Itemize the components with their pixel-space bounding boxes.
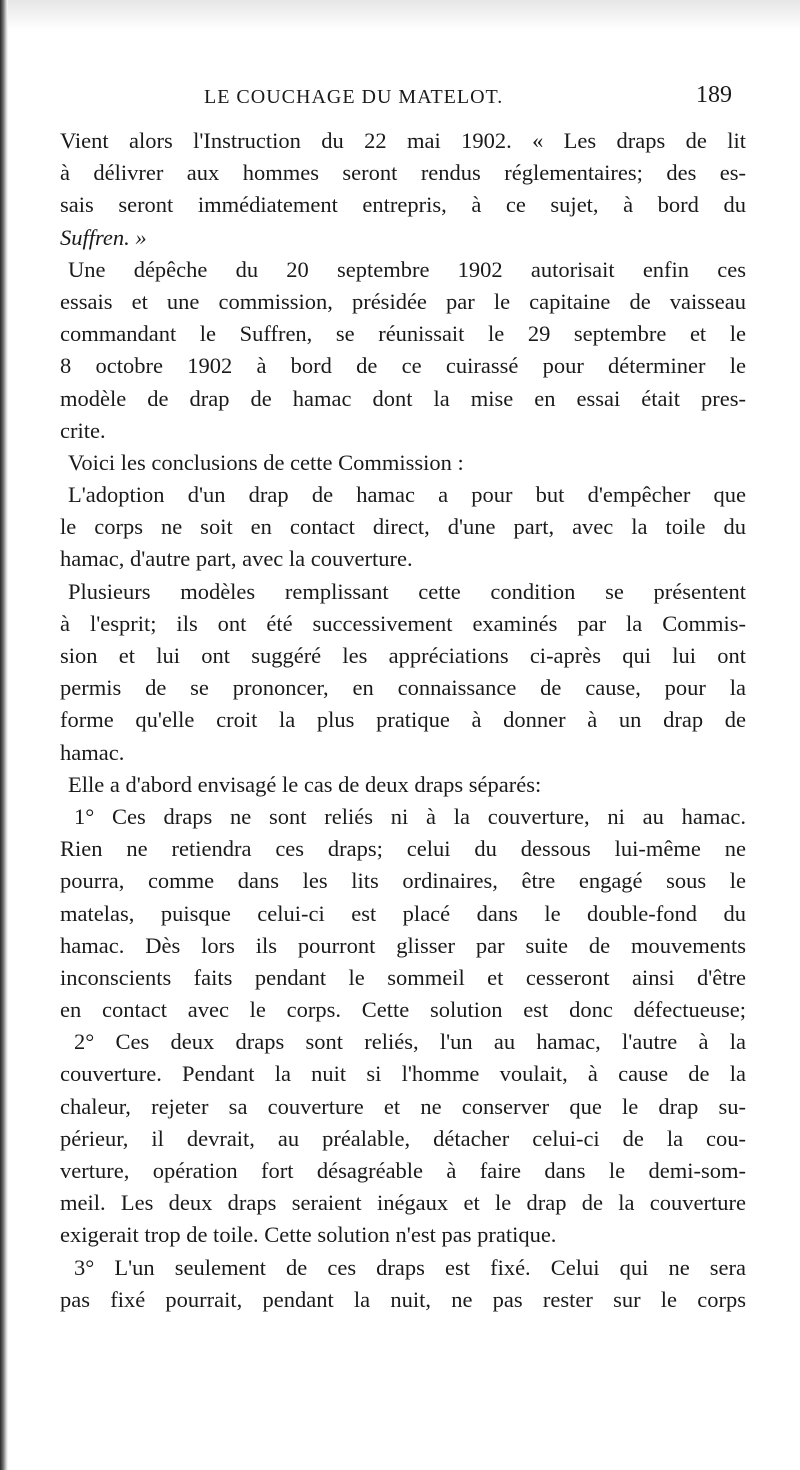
- body-text: [60, 125, 746, 1316]
- text-line: 3° L'un seulement de ces draps est fixé. Celui qui ne sera: [74, 1254, 746, 1280]
- text-line: couverture. Pendant la nuit si l'homme voulait, à cause de la: [60, 1061, 746, 1087]
- text-line: à l'esprit; ils ont été successivement examinés par la Commis-: [60, 610, 746, 636]
- text-line: inconscients faits pendant le sommeil et cesseront ainsi d'être: [60, 964, 746, 990]
- text-line: hamac, d'autre part, avec la couverture.: [60, 546, 413, 572]
- text-line: pourra, comme dans les lits ordinaires, être engagé sous le: [60, 868, 746, 894]
- text-line: permis de se prononcer, en connaissance de cause, pour la: [60, 675, 746, 701]
- text-line: 8 octobre 1902 à bord de ce cuirassé pour déterminer le: [60, 353, 746, 379]
- page-number: 189: [696, 82, 732, 108]
- text-line: périeur, il devrait, au préalable, détacher celui-ci de la cou-: [60, 1125, 746, 1151]
- text-line: Une dépêche du 20 septembre 1902 autorisait enfin ces: [68, 256, 746, 282]
- text-line: en contact avec le corps. Cette solution est donc défectueuse;: [60, 997, 746, 1023]
- text-line: Plusieurs modèles remplissant cette condition se présentent: [68, 578, 746, 604]
- text-line: Voici les conclusions de cette Commission :: [68, 449, 464, 475]
- text-line: exigerait trop de toile. Cette solution n'est pas pratique.: [60, 1222, 557, 1248]
- text-line: Rien ne retiendra ces draps; celui du dessous lui-même ne: [60, 836, 746, 862]
- text-line: sion et lui ont suggéré les appréciations ci-après qui lui ont: [60, 643, 746, 668]
- running-title: LE COUCHAGE DU MATELOT.: [204, 86, 504, 108]
- text-line: verture, opération fort désagréable à faire dans le demi-som-: [60, 1158, 746, 1183]
- text-line: essais et une commission, présidée par le capitaine de vaisseau: [60, 288, 746, 314]
- text-line: forme qu'elle croit la plus pratique à donner à un drap de: [60, 707, 746, 733]
- text-line: matelas, puisque celui-ci est placé dans le double-fond du: [60, 900, 746, 926]
- page-header: [64, 82, 740, 118]
- text-line: modèle de drap de hamac dont la mise en essai était pres-: [60, 385, 746, 411]
- text-line: Suffren. »: [60, 224, 147, 250]
- text-line: Elle a d'abord envisagé le cas de deux draps séparés:: [68, 771, 542, 797]
- text-line: 1° Ces draps ne sont reliés ni à la couverture, ni au hamac.: [74, 803, 746, 829]
- page-binding-edge: [0, 0, 8, 1470]
- text-line: Vient alors l'Instruction du 22 mai 1902. « Les draps de lit: [60, 128, 746, 153]
- text-line: meil. Les deux draps seraient inégaux et le drap de la couverture: [60, 1190, 746, 1216]
- text-line: pas fixé pourrait, pendant la nuit, ne pas rester sur le corps: [60, 1286, 746, 1312]
- text-line: hamac. Dès lors ils pourront glisser par suite de mouvements: [60, 932, 746, 958]
- text-line: le corps ne soit en contact direct, d'une part, avec la toile du: [60, 514, 746, 540]
- text-line: crite.: [60, 417, 106, 443]
- text-line: chaleur, rejeter sa couverture et ne conserver que le drap su-: [60, 1093, 746, 1119]
- text-line: à délivrer aux hommes seront rendus réglementaires; des es-: [60, 160, 746, 186]
- text-line: L'adoption d'un drap de hamac a pour but d'empêcher que: [68, 482, 746, 508]
- text-line: commandant le Suffren, se réunissait le 29 septembre et le: [60, 321, 746, 347]
- text-line: 2° Ces deux draps sont reliés, l'un au hamac, l'autre à la: [74, 1029, 746, 1055]
- text-line: sais seront immédiatement entrepris, à ce sujet, à bord du: [60, 192, 746, 218]
- page-top-shadow: [0, 0, 800, 30]
- text-line: hamac.: [60, 739, 125, 765]
